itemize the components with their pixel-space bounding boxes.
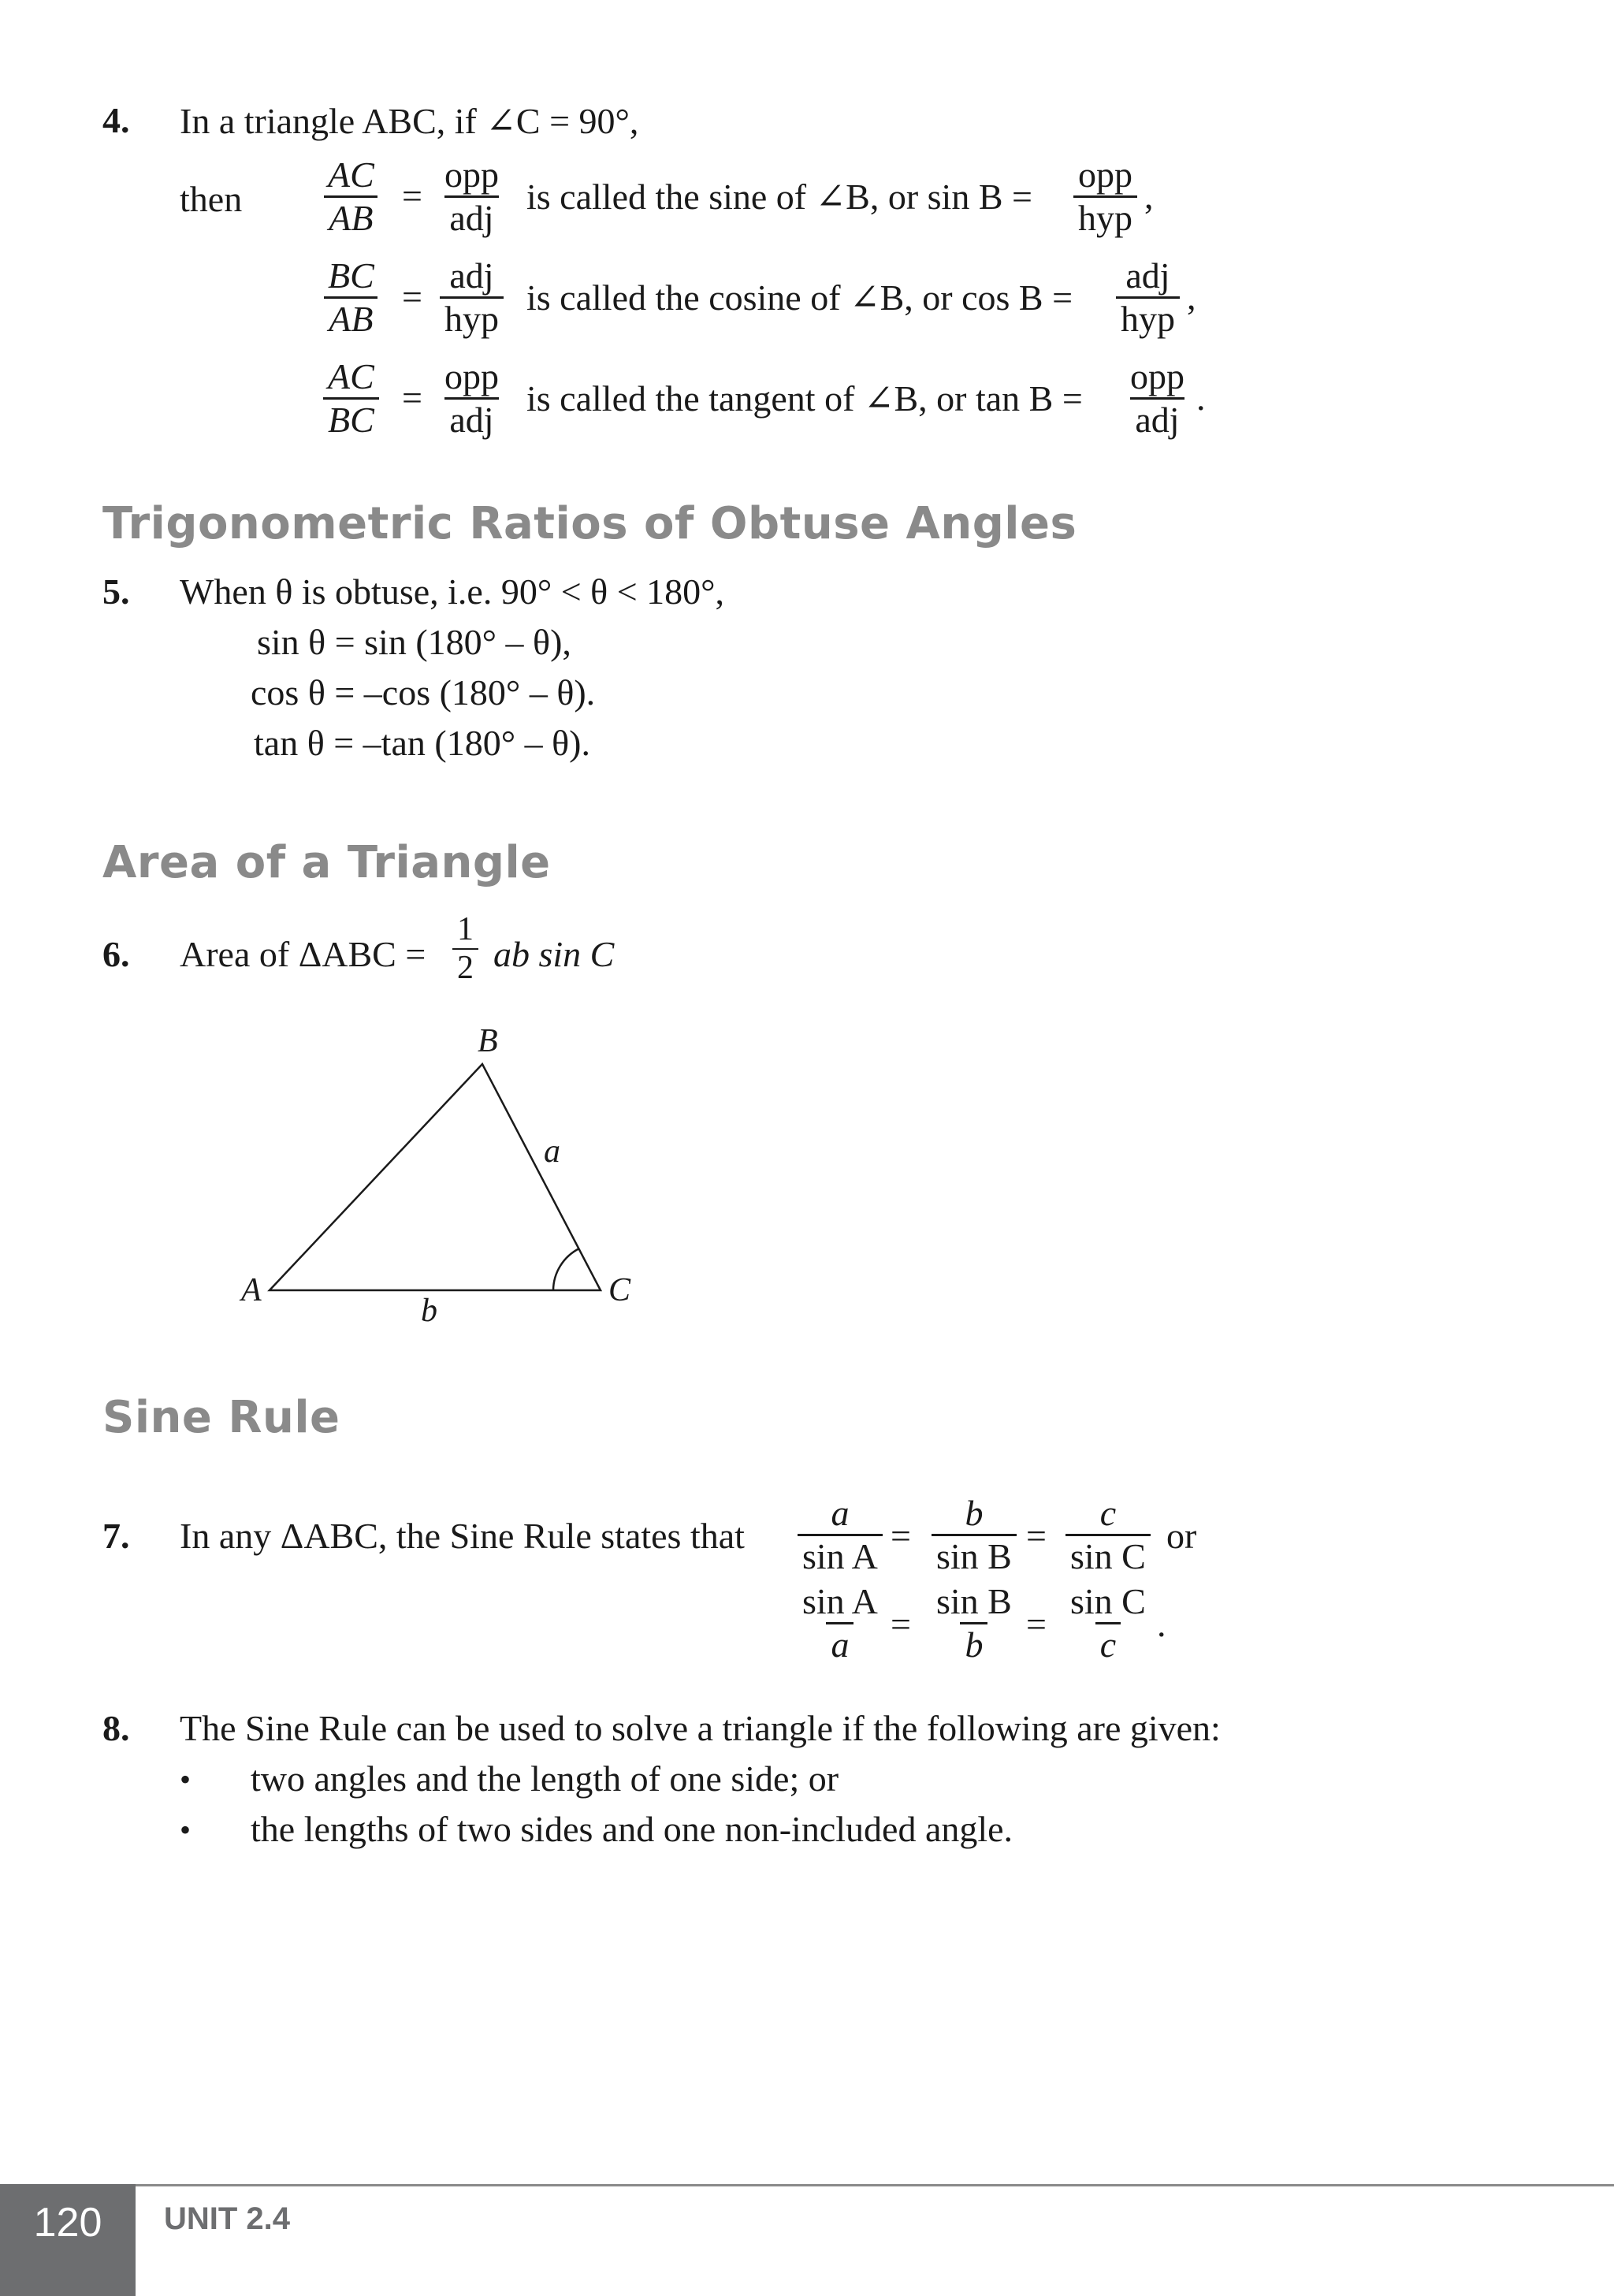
- ratio-denominator: adj: [1130, 397, 1184, 441]
- ratio-denominator: hyp: [1116, 296, 1180, 340]
- cosine-definition-text: is called the cosine of ∠B, or cos B =: [526, 277, 1073, 318]
- ratio-numerator: AC: [328, 356, 374, 396]
- ratio-denominator: sin C: [1065, 1534, 1151, 1577]
- ratio-adj-hyp: [440, 255, 504, 339]
- bullet-dot: •: [180, 1812, 192, 1848]
- sine-rule-or: or: [1166, 1516, 1197, 1556]
- angle-c-arc: [553, 1248, 579, 1290]
- item-4-intro: In a triangle ABC, if ∠C = 90°,: [180, 101, 639, 141]
- ratio-denominator: AB: [324, 195, 377, 239]
- bullet-item: the lengths of two sides and one non-included angle.: [251, 1809, 1013, 1849]
- item-7-number: 7.: [102, 1516, 130, 1556]
- ratio-numerator: a: [831, 1493, 850, 1533]
- item-5-number: 5.: [102, 571, 130, 612]
- ratio-numerator: 1: [457, 911, 474, 947]
- sine-rule-c-over-sinc: [1065, 1493, 1151, 1576]
- equals-sign: =: [1026, 1604, 1047, 1644]
- sine-rule-end-punct: .: [1157, 1604, 1166, 1644]
- ratio-numerator: AC: [328, 154, 374, 195]
- ratio-opp-adj: [440, 154, 504, 238]
- ratio-denominator: a: [826, 1622, 853, 1665]
- row-end-punct: ,: [1187, 277, 1196, 317]
- page-number: 120: [33, 2200, 102, 2246]
- sine-rule-a-over-sina: [798, 1493, 883, 1576]
- ratio-denominator: adj: [444, 397, 498, 441]
- one-half-fraction: [452, 911, 478, 987]
- item-5-intro: When θ is obtuse, i.e. 90° < θ < 180°,: [180, 571, 725, 612]
- ratio-denominator: hyp: [1073, 195, 1137, 239]
- ratio-numerator: adj: [1125, 255, 1170, 296]
- item-8-text: The Sine Rule can be used to solve a triangle if the following are given:: [180, 1708, 1221, 1748]
- equals-sign: =: [1026, 1516, 1047, 1556]
- area-formula-suffix: ab sin C: [493, 934, 615, 974]
- ratio-numerator: opp: [444, 154, 499, 195]
- triangle-diagram: [229, 1017, 654, 1332]
- ratio-opp-adj-2: [440, 356, 504, 440]
- equals-sign: =: [402, 176, 422, 216]
- ratio-numerator: sin A: [802, 1581, 878, 1621]
- row-end-punct: ,: [1144, 176, 1154, 216]
- footer-rule: [136, 2184, 1614, 2186]
- ratio-ac-bc: [323, 356, 379, 440]
- obtuse-cosine-line: cos θ = –cos (180° – θ).: [251, 672, 596, 713]
- vertex-b-label: B: [478, 1023, 498, 1059]
- ratio-denominator: hyp: [440, 296, 504, 340]
- tangent-fraction: [1125, 356, 1189, 440]
- equals-sign: =: [402, 378, 422, 418]
- cosine-fraction: [1116, 255, 1180, 339]
- obtuse-tangent-line: tan θ = –tan (180° – θ).: [254, 723, 590, 763]
- item-4-then: then: [180, 179, 243, 219]
- equals-sign: =: [891, 1604, 911, 1644]
- ratio-denominator: adj: [444, 195, 498, 239]
- ratio-numerator: c: [1099, 1493, 1117, 1533]
- ratio-numerator: b: [965, 1493, 984, 1533]
- ratio-denominator: sin A: [798, 1534, 883, 1577]
- ratio-numerator: opp: [444, 356, 499, 396]
- ratio-denominator: AB: [324, 296, 377, 340]
- ratio-numerator: BC: [328, 255, 374, 296]
- item-4-number: 4.: [102, 100, 130, 140]
- ratio-denominator: b: [960, 1622, 987, 1665]
- ratio-ac-ab: [323, 154, 379, 238]
- sine-rule-sinb-over-b: [932, 1581, 1017, 1665]
- sine-rule-sina-over-a: [798, 1581, 883, 1665]
- ratio-denominator: sin B: [932, 1534, 1017, 1577]
- sine-fraction: [1073, 154, 1137, 238]
- side-a-label: a: [544, 1133, 560, 1170]
- section-heading-obtuse-angles: Trigonometric Ratios of Obtuse Angles: [102, 498, 1077, 549]
- sine-rule-statement: In any ΔABC, the Sine Rule states that: [180, 1516, 745, 1556]
- ratio-numerator: adj: [449, 255, 494, 296]
- vertex-c-label: C: [608, 1272, 631, 1308]
- equals-sign: =: [402, 277, 422, 317]
- bullet-item: two angles and the length of one side; or: [251, 1758, 839, 1799]
- ratio-numerator: sin B: [936, 1581, 1012, 1621]
- ratio-denominator: c: [1095, 1622, 1121, 1665]
- ratio-numerator: opp: [1078, 154, 1132, 195]
- equals-sign: =: [891, 1516, 911, 1556]
- item-8-number: 8.: [102, 1708, 130, 1748]
- obtuse-sine-line: sin θ = sin (180° – θ),: [257, 622, 571, 662]
- unit-label: UNIT 2.4: [164, 2201, 291, 2236]
- area-formula-prefix: Area of ΔABC =: [180, 934, 426, 974]
- side-b-label: b: [421, 1293, 437, 1329]
- section-heading-area: Area of a Triangle: [102, 837, 551, 888]
- bullet-dot: •: [180, 1762, 192, 1797]
- ratio-denominator: BC: [323, 397, 379, 441]
- sine-rule-b-over-sinb: [932, 1493, 1017, 1576]
- row-end-punct: .: [1196, 378, 1206, 418]
- tangent-definition-text: is called the tangent of ∠B, or tan B =: [526, 378, 1083, 419]
- vertex-a-label: A: [241, 1272, 262, 1308]
- ratio-numerator: opp: [1130, 356, 1184, 396]
- sine-definition-text: is called the sine of ∠B, or sin B =: [526, 177, 1032, 217]
- ratio-numerator: sin C: [1070, 1581, 1146, 1621]
- triangle-outline: [270, 1064, 601, 1290]
- sine-rule-sinc-over-c: [1065, 1581, 1151, 1665]
- section-heading-sine-rule: Sine Rule: [102, 1392, 340, 1443]
- item-6-number: 6.: [102, 934, 130, 974]
- ratio-denominator: 2: [452, 948, 478, 987]
- ratio-bc-ab: [323, 255, 379, 339]
